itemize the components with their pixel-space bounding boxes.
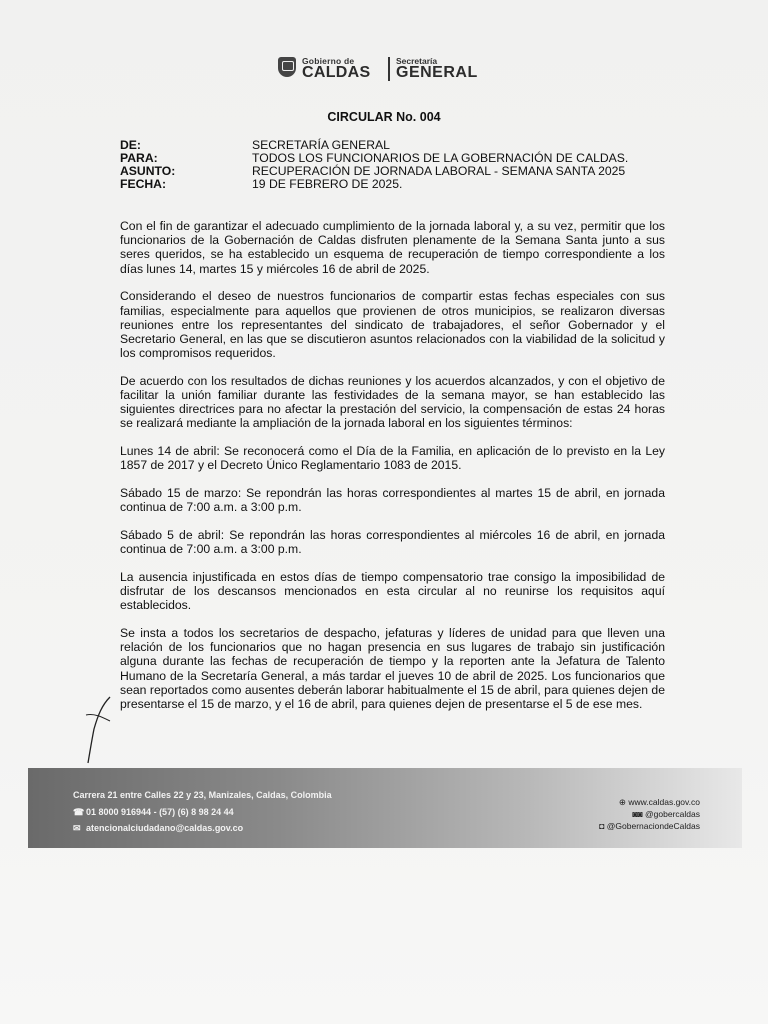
header-logo — [278, 55, 498, 85]
asunto-value: RECUPERACIÓN DE JORNADA LABORAL - SEMANA SANTA 2025 — [252, 164, 626, 178]
footer-social-2-row — [599, 821, 700, 831]
footer-address: Carrera 21 entre Calles 22 y 23, Manizales, Caldas, Colombia — [73, 790, 332, 800]
footer-social-2: @GobernaciondeCaldas — [606, 821, 700, 831]
footer-social-1-row — [632, 809, 700, 819]
para-label: PARA: — [120, 151, 158, 165]
paragraph: Considerando el deseo de nuestros funcionarios de compartir estas fechas especiales con sus familias, especialmente para aquellos que provienen de otros municipios, se realizaron diversas reuniones entre los representantes del sindicato de trabajadores, el señor Gobernador y el Secretario General, en las que se discutieron asuntos relacionados con la viabilidad de la solicitud y los compromisos requeridos. — [120, 289, 665, 361]
social-icon: ◙◙ — [632, 809, 646, 819]
footer-phone-row — [73, 807, 234, 818]
footer-email: atencionalciudadano@caldas.gov.co — [86, 823, 244, 833]
paragraph: De acuerdo con los resultados de dichas reuniones y los acuerdos alcanzados, y con el objetivo de facilitar la unión familiar durante las festividades de la semana mayor, se han establecido las siguientes directrices para no afectar la prestación del servicio, la compensación de estas 24 horas se realizará mediante la ampliación de la jornada laboral en los siguientes términos: — [120, 373, 665, 431]
para-value: TODOS LOS FUNCIONARIOS DE LA GOBERNACIÓN DE CALDAS. — [252, 151, 629, 165]
paragraph: La ausencia injustificada en estos días de tiempo compensatorio trae consigo la imposibilidad de disfrutar de los descansos mencionados en esta circular al no reunirse los requisitos aquí establecidos. — [120, 569, 665, 613]
asunto-label: ASUNTO: — [120, 164, 176, 178]
document-body — [120, 219, 665, 725]
mail-icon: ✉ — [73, 823, 81, 833]
logo-sec-big: GENERAL — [396, 64, 478, 81]
paragraph: Sábado 5 de abril: Se repondrán las horas correspondientes al miércoles 16 de abril, en jornada continua de 7:00 a.m. a 3:00 p.m. — [120, 527, 665, 557]
footer-web: www.caldas.gov.co — [628, 797, 700, 807]
paragraph: Se insta a todos los secretarios de despacho, jefaturas y líderes de unidad para que lleven una relación de los funcionarios que no hagan presencia en sus lugares de trabajo sin justificación alguna durante las fechas de recuperación de tiempo y la reporten ante la Jefatura de Talento Humano de la Secretaría General, a más tardar el jueves 10 de abril de 2025. Los funcionarios que sean reportados como ausentes deberán laborar habitualmente el 15 de abril, para quienes dejen de presentarse el 15 de marzo, y el 16 de abril, para quienes dejen de presentarse el 5 de ese mes. — [120, 625, 665, 711]
paragraph: Con el fin de garantizar el adecuado cumplimiento de la jornada laboral y, a su vez, permitir que los funcionarios de la Gobernación de Caldas disfruten plenamente de la Semana Santa junto a sus seres queridos, se ha establecido un esquema de recuperación de tiempo correspondiente a los días lunes 14, martes 15 y miércoles 16 de abril de 2025. — [120, 219, 665, 276]
phone-icon: ☎ — [73, 807, 85, 817]
footer-banner — [28, 768, 742, 848]
footer-phone: 01 8000 916944 - (57) (6) 8 98 24 44 — [86, 807, 234, 817]
paragraph: Sábado 15 de marzo: Se repondrán las horas correspondientes al martes 15 de abril, en jornada continua de 7:00 a.m. a 3:00 p.m. — [120, 486, 665, 515]
footer-web-row — [619, 797, 700, 808]
de-value: SECRETARÍA GENERAL — [252, 138, 390, 152]
paragraph: Lunes 14 de abril: Se reconocerá como el Día de la Familia, en aplicación de lo previsto en la Ley 1857 de 2017 y el Decreto Único Reglamentario 1083 de 2015. — [120, 444, 665, 473]
footer-social-1: @gobercaldas — [645, 809, 700, 819]
signature-mark — [80, 695, 120, 765]
fecha-value: 19 DE FEBRERO DE 2025. — [252, 177, 403, 191]
logo-gov-small: Gobierno de — [302, 56, 355, 66]
globe-icon: ⊕ — [618, 797, 629, 807]
footer-email-row — [73, 823, 243, 834]
de-label: DE: — [120, 138, 141, 152]
logo-gov-big: CALDAS — [302, 64, 371, 81]
document-title: CIRCULAR No. 004 — [327, 110, 441, 124]
caldas-shield-icon — [278, 57, 296, 77]
facebook-icon: ◘ — [599, 821, 607, 831]
logo-sec-small: Secretaría — [396, 56, 438, 66]
logo-divider — [388, 57, 390, 81]
fecha-label: FECHA: — [120, 177, 167, 191]
